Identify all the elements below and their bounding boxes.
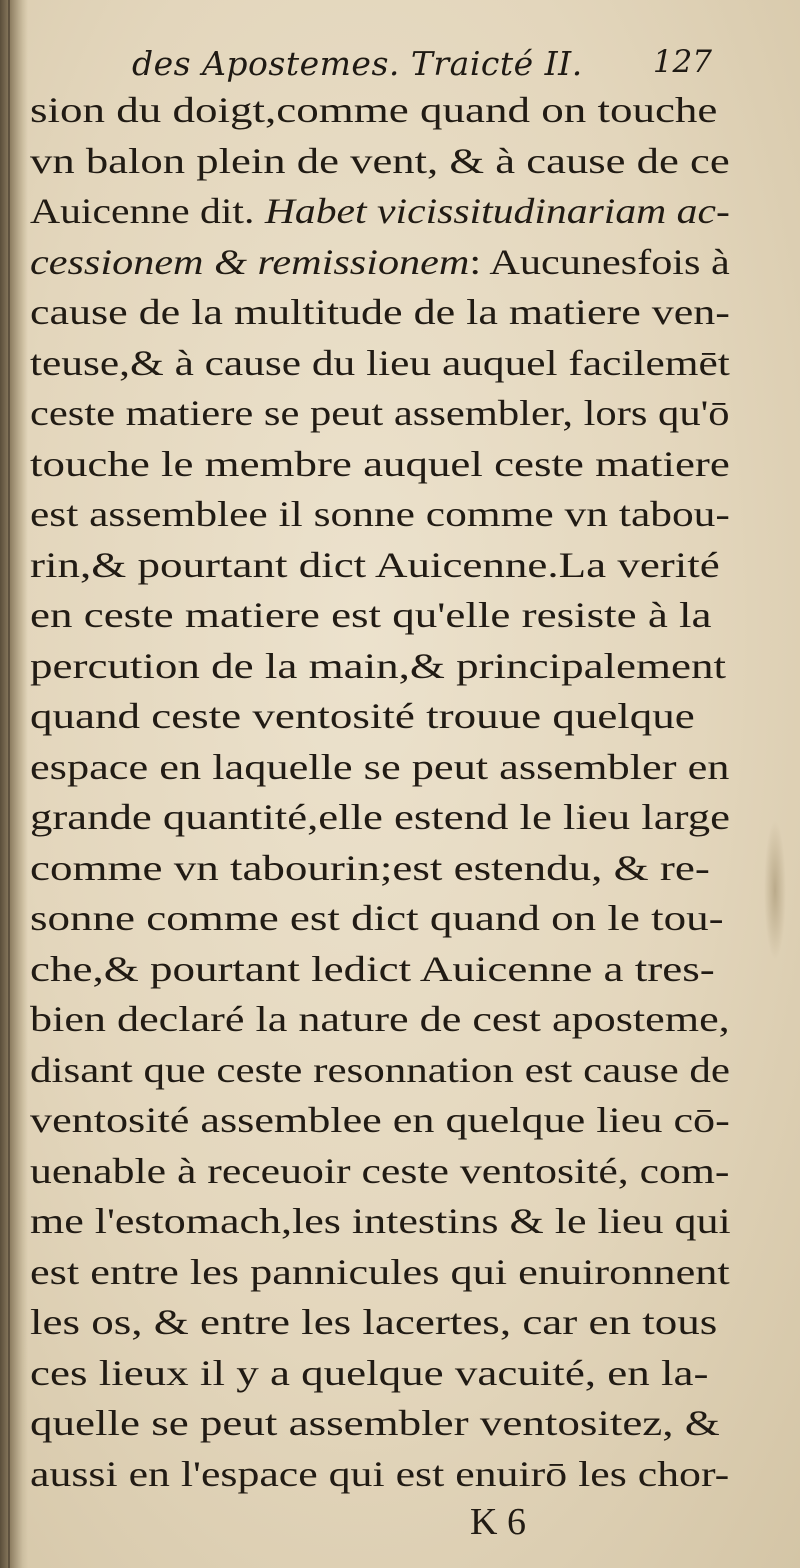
text-line: [30, 698, 695, 734]
page-number: 127: [652, 44, 712, 80]
line-text: est assemblee il sonne comme vn tabou-: [30, 494, 730, 534]
text-line: [30, 799, 730, 835]
line-text: quelle se peut assembler ventositez, &: [30, 1403, 720, 1443]
text-line: [30, 1453, 730, 1494]
line-text: disant que ceste resonnation est cause de: [30, 1049, 731, 1090]
text-line: [30, 847, 710, 888]
line-text: rin,& pourtant dict Auicenne.La verité: [30, 544, 720, 585]
line-text: sion du doigt,comme quand on touche: [30, 90, 718, 130]
line-text: cause de la multitude de la matiere ven-: [30, 292, 730, 332]
line-text: est entre les pannicules qui enuironnent: [30, 1251, 730, 1292]
line-text: uenable à receuoir ceste ventosité, com-: [30, 1150, 730, 1191]
line-text: Auicenne dit.: [30, 191, 265, 231]
text-line: [30, 443, 730, 484]
line-text: aussi en l'espace qui est enuirō les chor-: [30, 1453, 730, 1494]
line-text: touche le membre auquel ceste matiere: [30, 443, 730, 484]
text-line: [30, 1203, 731, 1239]
text-line: [30, 1352, 709, 1393]
text-line: [30, 342, 730, 383]
line-text: ces lieux il y a quelque vacuité, en la-: [30, 1352, 709, 1393]
text-line: [30, 92, 717, 128]
text-line: [30, 1304, 717, 1340]
page-header: [132, 44, 712, 96]
latin-quote: Habet vicissitudinariam ac-: [264, 191, 730, 231]
line-text: grande quantité,elle estend le lieu large: [30, 797, 730, 837]
text-line: [30, 294, 730, 330]
line-text: quand ceste ventosité trouue quelque: [30, 696, 695, 736]
paper-stain: [764, 820, 786, 960]
text-line: [30, 1251, 730, 1292]
line-text: sonne comme est dict quand on le tou-: [30, 898, 724, 938]
line-text: me l'estomach,les intestins & le lieu qui: [30, 1201, 731, 1241]
line-text: comme vn tabourin;est estendu, & re-: [30, 847, 710, 888]
line-text: ventosité assemblee en quelque lieu cō-: [30, 1100, 730, 1140]
signature-mark: K 6: [470, 1501, 526, 1543]
binding-edge: [8, 0, 10, 1568]
text-line: [30, 746, 730, 787]
line-text: les os, & entre les lacertes, car en tous: [30, 1302, 718, 1342]
line-text: che,& pourtant ledict Auicenne a tres-: [30, 948, 715, 989]
running-head: des Apostemes. Traicté II.: [132, 44, 583, 83]
line-text: espace en laquelle se peut assembler en: [30, 746, 730, 787]
text-line: [30, 900, 724, 936]
latin-quote: cessionem & remissionem: [30, 241, 470, 282]
text-line: [30, 496, 730, 532]
text-line: [30, 1102, 730, 1138]
line-text: ceste matiere se peut assembler, lors qu'ō: [30, 393, 730, 433]
line-text: en ceste matiere est qu'elle resiste à la: [30, 595, 712, 635]
line-text: percution de la main,& principalement: [30, 645, 727, 686]
text-line: [30, 1049, 731, 1090]
text-line: [30, 140, 730, 181]
text-line: [30, 241, 730, 282]
text-line: [30, 1150, 730, 1191]
text-line: [30, 544, 720, 585]
text-line: [30, 645, 727, 686]
text-line: [30, 1001, 730, 1037]
text-line: [30, 1405, 720, 1441]
text-line: [30, 395, 730, 431]
text-line: [30, 597, 712, 633]
text-line: [30, 948, 715, 989]
binding-gutter: [0, 0, 28, 1568]
line-text: : Aucunesfois à: [469, 241, 730, 282]
line-text: teuse,& à cause du lieu auquel facilemēt: [30, 342, 730, 383]
text-line: [30, 193, 730, 229]
line-text: vn balon plein de vent, & à cause de ce: [30, 140, 730, 181]
line-text: bien declaré la nature de cest aposteme,: [30, 999, 730, 1039]
